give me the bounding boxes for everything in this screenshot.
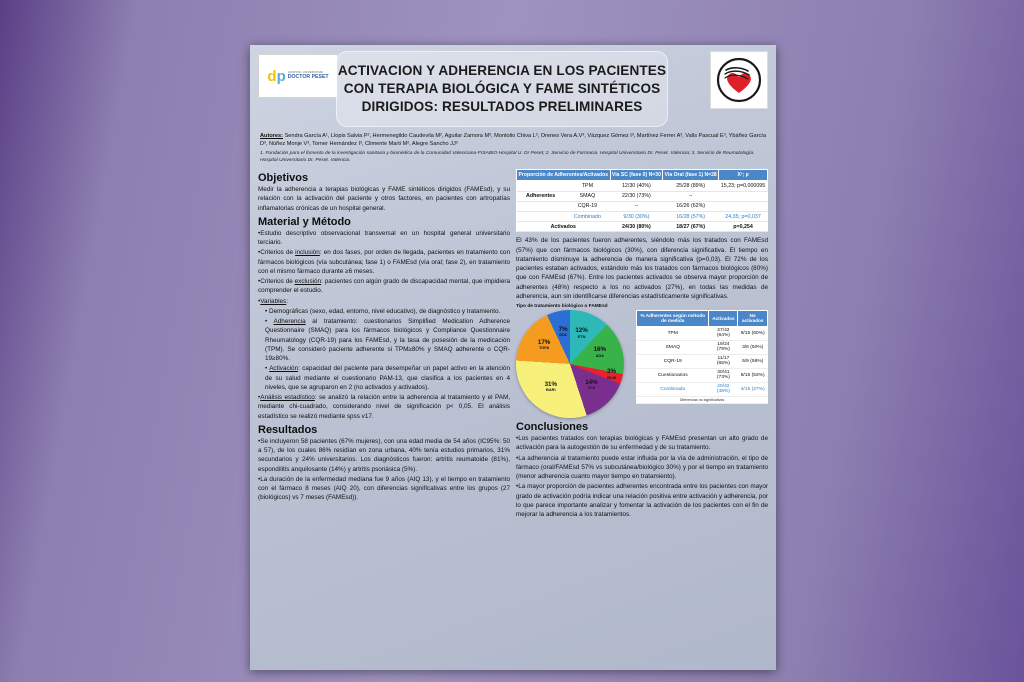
th-activados: Activados [709,311,738,326]
conclusiones-bullet-2: •La adherencia al tratamiento puede estar influida por la vía de administración, el tipo de fármaco (oral/FAMEsd 57% vs subcutánea/biológico 30%) y por el tiempo en tratamiento (menor adherencia cuanto mayor tiempo en tratamiento). [516,454,768,481]
cell-act-oral: 18/27 (67%) [663,222,719,232]
table-row [517,212,768,222]
cell-via-sc: 9/30 (30%) [610,212,663,222]
table-row [637,326,768,340]
cell-stat: 24,35; p=0,037 [719,212,768,222]
poster-header [250,45,776,137]
poster-title [336,51,668,127]
cell-stat [719,191,768,201]
authors-label: Autores: [260,133,283,139]
pie-slice-label-tcz: 14% TCZ [585,378,598,391]
chart-and-table-row [516,310,768,418]
material-bullet-5: • Demográficas (sexo, edad, entorno, nivel educativo), de diagnóstico y tratamiento. [265,307,501,315]
material-bullet-1: •Estudio descriptivo observacional transversal en un hospital general universitario terciario. [258,229,510,247]
heading-conclusiones: Conclusiones [516,421,589,434]
cell-via-oral: 25/28 (89%) [663,181,719,191]
conclusiones-bullet-3: •La mayor proporción de pacientes adherentes encontrada entre los pacientes con mayor grado de activación podría indicar una relación positiva entre activación y adherencia, por lo que parece importante analizar y fomentar la activación de los pacientes con el fin de mejorar la adherencia a los tratamientos. [516,483,768,519]
cell-via-sc: -- [610,201,663,211]
cell-method: Combinado [637,382,709,396]
left-column [258,169,516,520]
cell-no-activados: 8/15 (53%) [738,368,768,382]
cell-via-oral: 16/26 (62%) [663,201,719,211]
adherence-table [636,310,768,404]
adherence-header-row [637,311,768,326]
pie-chart-disc [516,310,624,418]
material-bullet-8: •Análisis estadístico: se analizó la relación entre la adherencia al tratamiento y el PAM, mediante chi-cuadrado, considerando nivel de significación p< 0,05. El análisis estadístico se realizó mediante spss v17. [258,394,510,420]
material-bullet-4: •Variables: [258,297,288,305]
heading-resultados: Resultados [258,423,318,436]
table-row [637,382,768,396]
material-bullet-7: • Activación: capacidad del paciente para desempeñar un papel activo en la atención de su salud mediante el cuestionario PAM-13, que clasifica a los pacientes en 4 niveles, que se agruparon en 2 (no activados y activados). [265,365,510,391]
right-column [516,169,768,520]
th-no-activados: No activados [738,311,768,326]
chart-title: Tipo de tratamiento biológico o FAMEsd [516,304,608,310]
pie-slice-label-tofa: 17% TOFA [537,338,551,351]
row-spacer [517,212,565,222]
hospital-logo: dp HOSPITAL UNIVERSITARI DOCTOR PESET [258,54,338,98]
society-logo [710,51,768,109]
pie-chart [516,310,632,418]
authors-block [250,133,776,164]
pie-slice-label-glm: 3% GLM [607,368,616,380]
row-label: TPM [565,181,610,191]
pie-slice-label-etn: 12% ETN [575,327,588,339]
cell-no-activados: 9/15 (60%) [738,326,768,340]
cell-activados: 27/42 (64%) [709,326,738,340]
cell-activados: 19/24 (79%) [709,340,738,354]
cell-method: CQR-19 [637,354,709,368]
pie-slice-label-bari: 31% BARI [544,380,557,393]
heart-hand-icon [716,57,762,103]
hospital-logo-line1: HOSPITAL UNIVERSITARI [287,70,324,74]
resultados-right-paragraph: El 43% de los pacientes fueron adherentes, siéndolo más los tratados con FAMEsd (57%) que con fármacos biológicos (30%), con diferencia significativa. El tiempo en tratamiento disminuye la adherencia de manera significativa (p=0,03). El 72% de los pacientes estaban activados, estándolo más los tratados con fármacos biológicos (80%) que con FAMEsd (67%). Entre los pacientes activados se observa mayor proporción de adherentes (48%) respecto a los no activados (27%), en todas las medidas de adherencia, aun sin identificarse diferencias estadísticamente significativas. [516,237,768,300]
resultados-bullet-2: •La duración de la enfermedad mediana fue 9 años (AIQ 13), y el tiempo en tratamiento con el fármaco 8 meses (AIQ 20), con diferencias significativas entre los grupos (27 (biológicos) vs 7 meses (FAMEsd)). [258,475,510,502]
row-spacer [517,201,565,211]
cell-activados: 11/17 (65%) [709,354,738,368]
material-bullet-6: • Adherencia al tratamiento: cuestionarios Simplified Medication Adherence Questionnaire (SMAQ) para los fármacos biológicos y Compliance Questionnaire Rheumatology (CQR-19) para los FAMEsd, y la tasa de posesión de la medicación (TPM). Se consideró paciente adherente si TPM≥80% y SMAQ adherente o CQR-19≥80%. [265,318,510,363]
cell-act-sc: 24/30 (80%) [610,222,663,232]
authors-affiliations: 1. Fundación para el fomento de la investigación sanitaria y biomédica de la Comunidad Valenciana-FISABIO-Hospital U. Dr Peset; 2. Servicio de Farmacia. Hospital Universitario Dr. Peset. Valencia; 3. Servicio de Reumatología. Hospital Universitario Dr. Peset. Valencia. [260,150,755,163]
table-row [517,181,768,191]
table-row [637,340,768,354]
cell-stat: 15,23; p=0,000095 [719,181,768,191]
th-via-sc: Vía SC (fase 0) N=30 [610,170,663,181]
th-via-oral: Vía Oral (fase 1) N=28 [663,170,719,181]
table-row [517,201,768,211]
pie-slice-label-gol: 7% GOL [558,325,568,338]
cell-via-sc: 22/30 (73%) [610,191,663,201]
pie-slice-label-ada: 16% ADA [593,346,606,358]
cell-via-sc: 12/30 (40%) [610,181,663,191]
table-row [637,354,768,368]
cell-activados: 20/42 (48%) [709,382,738,396]
group-label-adherentes: Adherentes [517,191,565,201]
objetivos-text: Medir la adherencia a terapias biológicas y FAME sintéticos dirigidos (FAMEsd), y su relación con la activación del paciente y otros factores, en pacientes con artropatías inflamatorias crónicas de un hospital general. [258,186,510,212]
row-label: Combinado [565,212,610,222]
scientific-poster [250,45,776,670]
cell-no-activados: 4/15 (27%) [738,382,768,396]
heading-material: Material y Método [258,215,351,228]
cell-stat [719,201,768,211]
authors-names: Sendra García A¹, Llopis Salvia P², Hermenegildo Caudevila M², Aguilar Zamora M³, Montolio Chiva L³, Orenes Vera A.V³, Vázquez Gómez I³, Martínez Ferrer A³, Valls Pascual E³, Ybáñez García D³, Núñez Monje V³, Torner Hernández I³, Climente Marti M², Alegre Sancho JJ³ [260,133,766,147]
table-row-activados [517,222,768,232]
th-stat: X²; p [719,170,768,181]
resultados-bullet-1: •Se incluyeron 58 pacientes (67% mujeres), con una edad media de 54 años (IC95%: 50 a 57), de los cuales 86% residían en zona urbana, 40% tenía estudios primarios, 31% secundarios y 24% universitarios. Los diagnósticos fueron: artritis reumatoide (81%), espondilitis anquilosante (14%) y artritis psoriásica (5%). [258,437,510,473]
title-line-1: ACTIVACION Y ADHERENCIA EN LOS PACIENTES [337,62,667,78]
title-line-3: DIRIGIDOS: RESULTADOS PRELIMINARES [361,99,643,115]
hospital-logo-line2: DOCTOR PESET [287,73,329,80]
cell-method: Cuestionarios [637,368,709,382]
row-label: SMAQ [565,191,610,201]
conclusiones-bullet-1: •Los pacientes tratados con terapias biológicas y FAMEsd presentan un alto grado de activación para la autogestión de su enfermedad y de su tratamiento. [516,435,768,452]
row-label-activados: Activados [517,222,611,232]
cell-act-stat: p=0,254 [719,222,768,232]
adherence-table-note: Diferencias no significativas [637,396,768,404]
th-metodo: % Adherentes según método de medida [637,311,709,326]
cell-activados: 30/41 (73%) [709,368,738,382]
cell-via-oral: -- [663,191,719,201]
cell-via-oral: 16/28 (57%) [663,212,719,222]
heading-objetivos: Objetivos [258,172,309,185]
material-bullet-2: •Criterios de inclusión: en dos fases, por orden de llegada, pacientes en tratamiento con fármacos biológicos (vía subcutánea; fase 1) o FAMEsd (vía oral; fase 2), en tratamiento con el mismo fármaco durante ≥6 meses. [258,249,510,275]
row-spacer [517,181,565,191]
table-row [637,368,768,382]
row-label: CQR-19 [565,201,610,211]
table-header-row [517,170,768,181]
table-row [517,191,768,201]
material-bullet-3: •Criterios de exclusión: pacientes con algún grado de discapacidad mental, que impidiera comprender el estudio. [258,278,511,295]
cell-no-activados: 5/9 (56%) [738,354,768,368]
cell-method: TPM [637,326,709,340]
th-proporcion: Proporción de Adherentes/Activados [517,170,611,181]
cell-method: SMAQ [637,340,709,354]
cell-no-activados: 3/6 (50%) [738,340,768,354]
poster-body [250,164,776,520]
results-table [516,169,768,232]
title-line-2: CON TERAPIA BIOLÓGICA Y FAME SINTÉTICOS [343,80,661,96]
